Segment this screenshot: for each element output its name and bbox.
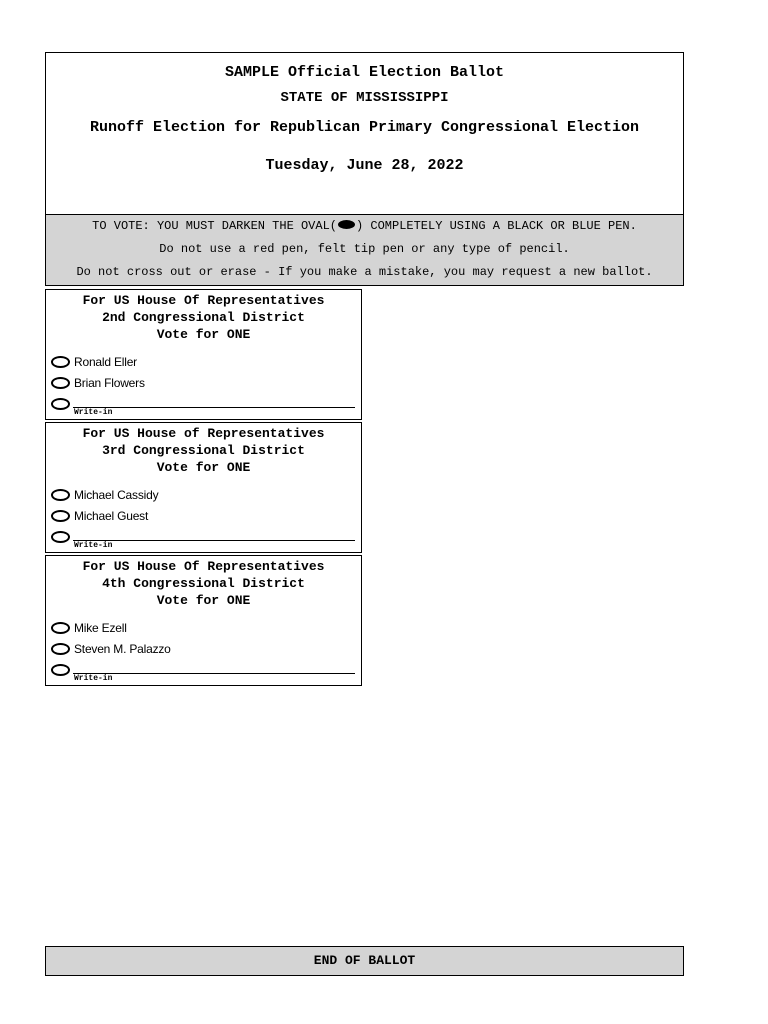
write-in-line[interactable]	[73, 540, 355, 541]
vote-oval-icon[interactable]	[51, 510, 70, 522]
vote-oval-icon[interactable]	[51, 622, 70, 634]
candidate-name: Brian Flowers	[74, 376, 145, 390]
ballot-state: STATE OF MISSISSIPPI	[280, 90, 449, 106]
voting-instructions	[45, 214, 684, 286]
filled-oval-icon	[338, 220, 355, 229]
ballot-date: Tuesday, June 28, 2022	[265, 157, 464, 174]
contest-district-3	[45, 422, 362, 553]
ballot-title: SAMPLE Official Election Ballot	[224, 64, 505, 81]
candidate-choice[interactable]	[51, 509, 148, 523]
candidate-choice[interactable]	[51, 376, 145, 390]
candidate-name: Michael Cassidy	[74, 488, 159, 502]
write-in-oval-icon[interactable]	[51, 664, 70, 676]
candidate-name: Ronald Eller	[74, 355, 137, 369]
contest-vote-for: Vote for ONE	[156, 327, 251, 342]
ballot-election-name: Runoff Election for Republican Primary Congressional Election	[89, 119, 640, 136]
write-in-label: Write-in	[74, 674, 113, 683]
contest-office: For US House Of Representatives	[82, 559, 325, 574]
instruction-line-1-start: TO VOTE: YOU MUST DARKEN THE OVAL(	[92, 219, 337, 233]
write-in-oval-icon[interactable]	[51, 531, 70, 543]
vote-oval-icon[interactable]	[51, 356, 70, 368]
contest-district-2	[45, 289, 362, 420]
candidate-name: Steven M. Palazzo	[74, 642, 171, 656]
write-in-line[interactable]	[73, 673, 355, 674]
contest-heading	[46, 425, 361, 476]
candidate-choice[interactable]	[51, 355, 137, 369]
ballot-header	[45, 52, 684, 215]
contest-vote-for: Vote for ONE	[156, 593, 251, 608]
instruction-line-2: Do not use a red pen, felt tip pen or any type of pencil.	[159, 242, 570, 256]
instruction-line-1-end: ) COMPLETELY USING A BLACK OR BLUE PEN.	[355, 219, 637, 233]
candidate-choice[interactable]	[51, 488, 158, 502]
end-of-ballot: END OF BALLOT	[45, 946, 684, 976]
write-in-oval-icon[interactable]	[51, 398, 70, 410]
instruction-line-3: Do not cross out or erase - If you make a mistake, you may request a new ballot.	[76, 265, 653, 279]
contest-district: 2nd Congressional District	[102, 310, 305, 325]
candidate-name: Mike Ezell	[74, 621, 127, 635]
contest-office: For US House Of Representatives	[82, 293, 325, 308]
vote-oval-icon[interactable]	[51, 643, 70, 655]
contest-district: 3rd Congressional District	[102, 443, 305, 458]
write-in-line[interactable]	[73, 407, 355, 408]
vote-oval-icon[interactable]	[51, 377, 70, 389]
contest-office: For US House of Representatives	[82, 426, 325, 441]
instruction-line-1	[46, 219, 683, 233]
contest-vote-for: Vote for ONE	[156, 460, 251, 475]
contest-heading	[46, 558, 361, 609]
contest-heading	[46, 292, 361, 343]
write-in-label: Write-in	[74, 408, 113, 417]
candidate-name: Michael Guest	[74, 509, 149, 523]
vote-oval-icon[interactable]	[51, 489, 70, 501]
candidate-choice[interactable]	[51, 621, 127, 635]
contest-district: 4th Congressional District	[102, 576, 305, 591]
write-in-label: Write-in	[74, 541, 113, 550]
contest-district-4	[45, 555, 362, 686]
candidate-choice[interactable]	[51, 642, 171, 656]
